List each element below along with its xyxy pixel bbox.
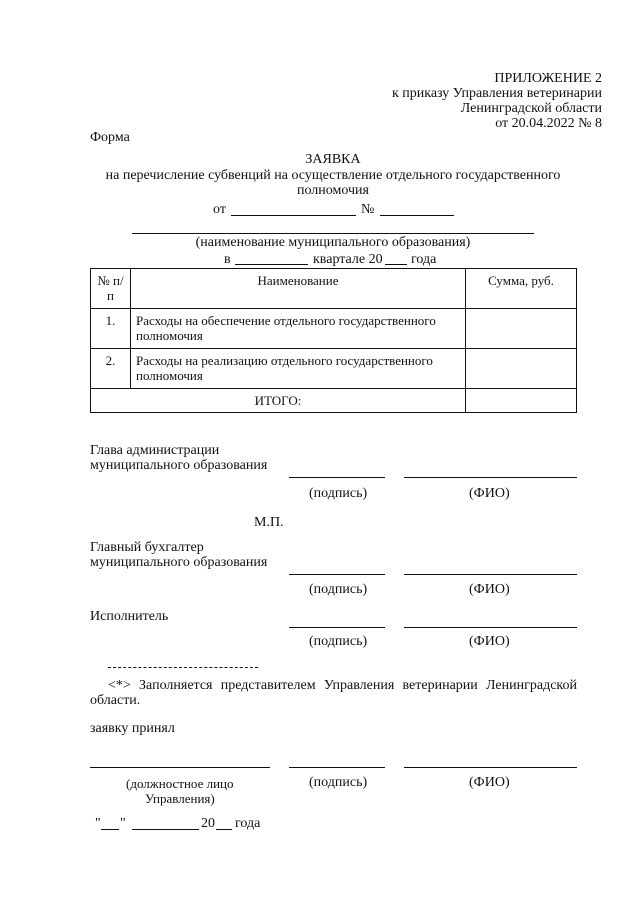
head-signature-hint: (подпись) bbox=[309, 486, 368, 501]
date-quote-close: " bbox=[120, 816, 126, 831]
number-sign: № bbox=[361, 202, 375, 217]
row-number: 2. bbox=[91, 349, 131, 389]
form-label: Форма bbox=[90, 130, 130, 145]
footnote-separator bbox=[108, 667, 258, 668]
accepted-position-hint-line1: (должностное лицо bbox=[126, 776, 234, 791]
date-year-prefix: 20 bbox=[201, 816, 215, 831]
header-number: № п/п bbox=[91, 269, 131, 309]
quarter-suffix: года bbox=[411, 252, 437, 267]
accepted-fio-hint: (ФИО) bbox=[469, 775, 510, 790]
total-label: ИТОГО: bbox=[91, 389, 466, 413]
stamp-place: М.П. bbox=[254, 515, 284, 530]
row-number: 1. bbox=[91, 309, 131, 349]
accountant-signature-hint: (подпись) bbox=[309, 582, 368, 597]
head-signature-line[interactable] bbox=[289, 477, 385, 478]
quarter-field-line[interactable] bbox=[235, 264, 308, 265]
head-fio-line[interactable] bbox=[404, 477, 577, 478]
table-header-row bbox=[91, 269, 577, 309]
row-sum[interactable] bbox=[466, 349, 577, 389]
municipality-field-line[interactable] bbox=[132, 233, 534, 234]
accepted-fio-line[interactable] bbox=[404, 767, 577, 768]
document-subtitle-line2: полномочия bbox=[297, 183, 369, 198]
accepted-position-hint-line2: Управления) bbox=[145, 791, 215, 806]
expenses-table bbox=[90, 268, 577, 413]
accepted-label: заявку принял bbox=[90, 721, 175, 736]
region-name: Ленинградской области bbox=[460, 101, 602, 116]
table-total-row bbox=[91, 389, 577, 413]
head-title-line2: муниципального образования bbox=[90, 458, 268, 473]
quarter-prefix: в bbox=[224, 252, 231, 267]
date-month-line[interactable] bbox=[132, 829, 199, 830]
accountant-title-line2: муниципального образования bbox=[90, 555, 268, 570]
date-quote-open: " bbox=[95, 816, 101, 831]
year-field-line[interactable] bbox=[385, 264, 407, 265]
quarter-mid: квартале 20 bbox=[313, 252, 383, 267]
date-year-suffix: года bbox=[235, 816, 261, 831]
municipality-hint: (наименование муниципального образования) bbox=[195, 235, 471, 250]
order-reference: к приказу Управления ветеринарии bbox=[391, 86, 602, 101]
accepted-position-line[interactable] bbox=[90, 767, 270, 768]
row-name: Расходы на реализацию отдельного государственного полномочия bbox=[131, 349, 466, 389]
header-sum: Сумма, руб. bbox=[466, 269, 577, 309]
document-title: ЗАЯВКА bbox=[305, 152, 361, 167]
order-date: от 20.04.2022 № 8 bbox=[495, 116, 602, 131]
executor-signature-line[interactable] bbox=[289, 627, 385, 628]
table-row bbox=[91, 309, 577, 349]
header-name: Наименование bbox=[131, 269, 466, 309]
table-row bbox=[91, 349, 577, 389]
date-from-label: от bbox=[213, 202, 226, 217]
total-sum[interactable] bbox=[466, 389, 577, 413]
accountant-fio-line[interactable] bbox=[404, 574, 577, 575]
date-day-line[interactable] bbox=[101, 829, 119, 830]
executor-title: Исполнитель bbox=[90, 609, 169, 624]
executor-signature-hint: (подпись) bbox=[309, 634, 368, 649]
row-sum[interactable] bbox=[466, 309, 577, 349]
document-subtitle-line1: на перечисление субвенций на осуществление отдельного государственного bbox=[105, 168, 561, 183]
number-field-line[interactable] bbox=[380, 215, 454, 216]
row-name: Расходы на обеспечение отдельного государственного полномочия bbox=[131, 309, 466, 349]
accountant-title-line1: Главный бухгалтер bbox=[90, 540, 204, 555]
footnote-text-line1: <*> Заполняется представителем Управления ветеринарии Ленинградской bbox=[108, 678, 577, 693]
accepted-signature-line[interactable] bbox=[289, 767, 385, 768]
accountant-signature-line[interactable] bbox=[289, 574, 385, 575]
footnote-text-line2: области. bbox=[90, 693, 141, 708]
appendix-label: ПРИЛОЖЕНИЕ 2 bbox=[494, 71, 602, 86]
accountant-fio-hint: (ФИО) bbox=[469, 582, 510, 597]
head-fio-hint: (ФИО) bbox=[469, 486, 510, 501]
date-field-line[interactable] bbox=[231, 215, 356, 216]
date-year-line[interactable] bbox=[216, 829, 232, 830]
accepted-signature-hint: (подпись) bbox=[309, 775, 368, 790]
executor-fio-hint: (ФИО) bbox=[469, 634, 510, 649]
executor-fio-line[interactable] bbox=[404, 627, 577, 628]
head-title-line1: Глава администрации bbox=[90, 443, 220, 458]
